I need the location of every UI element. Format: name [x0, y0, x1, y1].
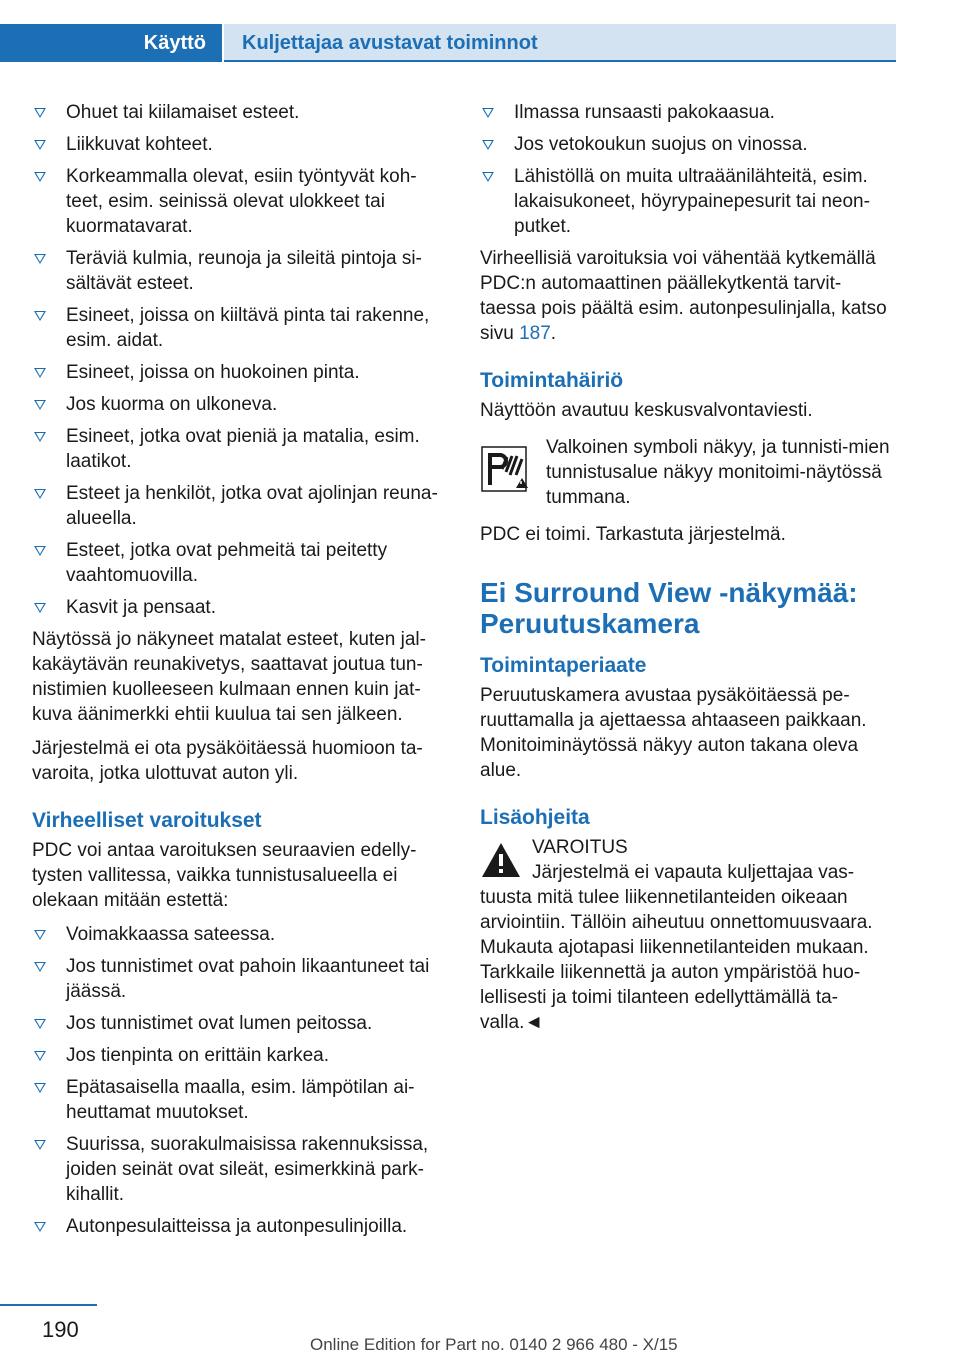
paragraph: Näyttöön avautuu keskusvalvontaviesti.: [480, 400, 813, 421]
pdc-symbol-icon: [480, 435, 546, 510]
triangle-bullet-icon: [34, 1222, 46, 1232]
triangle-bullet-icon: [34, 432, 46, 442]
list-item: Jos vetokoukun suojus on vinossa.: [480, 132, 896, 157]
heading-more-info: Lisäohjeita: [480, 806, 590, 829]
obstacle-list: [32, 100, 446, 620]
triangle-bullet-icon: [34, 1051, 46, 1061]
page-number: 190: [42, 1317, 79, 1342]
list-item: Esineet, jotka ovat pieniä ja matalia, esim. laatikot.: [32, 424, 446, 474]
edition-note: Online Edition for Part no. 0140 2 966 480 - X/15: [310, 1335, 678, 1354]
header-section-label: Käyttö: [143, 31, 206, 54]
triangle-bullet-icon: [34, 489, 46, 499]
warning-text: tuusta mitä tulee liikennetilanteiden oikeaan arviointiin. Tällöin aiheutuu onnettomuusvaara. Mukauta ajotapasi liikennetilanteiden mukaan. Tarkkaile liikennettä ja auton ympäristöä huo‐lellisesti ja toimi tilanteen edellyttämällä ta‐valla.◄: [480, 887, 873, 1033]
triangle-bullet-icon: [34, 930, 46, 940]
triangle-bullet-icon: [34, 1140, 46, 1150]
list-item: Esineet, joissa on kiiltävä pinta tai rakenne, esim. aidat.: [32, 303, 446, 353]
false-warning-list-cont: [480, 100, 896, 239]
list-item: Esteet ja henkilöt, jotka ovat ajolinjan reuna-alueella.: [32, 481, 446, 531]
list-item: Liikkuvat kohteet.: [32, 132, 446, 157]
list-item: Ilmassa runsaasti pakokaasua.: [480, 100, 896, 125]
heading-principle: Toimintaperiaate: [480, 654, 647, 677]
list-item: Epätasaisella maalla, esim. lämpötilan ai‐heuttamat muutokset.: [32, 1075, 446, 1125]
list-item: Kasvit ja pensaat.: [32, 595, 446, 620]
triangle-bullet-icon: [34, 1019, 46, 1029]
paragraph: Järjestelmä ei ota pysäköitäessä huomioon ta‐varoita, jotka ulottuvat auton yli.: [32, 738, 423, 784]
list-item: Jos tunnistimet ovat lumen peitossa.: [32, 1011, 446, 1036]
heading-false-warnings: Virheelliset varoitukset: [32, 809, 262, 832]
triangle-bullet-icon: [34, 368, 46, 378]
symbol-explanation: [480, 435, 896, 510]
warning-header-text: VAROITUS Järjestelmä ei vapauta kuljettajaa vas‐: [532, 837, 855, 883]
section-title: Ei Surround View -näkymää: Peruutuskamera: [480, 577, 858, 639]
list-item: Jos tunnistimet ovat pahoin likaantuneet tai jäässä.: [32, 954, 446, 1004]
page-link[interactable]: 187: [519, 323, 551, 344]
list-item: Jos tienpinta on erittäin karkea.: [32, 1043, 446, 1068]
symbol-description: Valkoinen symboli näkyy, ja tunnisti‐mien tunnistusalue näkyy monitoimi‐näytössä tummana.: [546, 437, 890, 508]
right-column: [480, 100, 896, 1044]
header-section-tab: [0, 24, 222, 62]
triangle-bullet-icon: [34, 546, 46, 556]
paragraph: Näytössä jo näkyneet matalat esteet, kuten jal‐kakäytävän reunakivetys, saattavat joutua tun‐nistimien kuolleeseen kulmaan ennen kuin jat‐kuva äänimerkki ehtii kuulua tai sen jälkeen.: [32, 629, 426, 725]
list-item: Lähistöllä on muita ultraäänilähteitä, esim. lakaisukoneet, höyrypainepesurit tai neon‐putket.: [480, 164, 896, 239]
list-item: Esineet, joissa on huokoinen pinta.: [32, 360, 446, 385]
list-item: Ohuet tai kiilamaiset esteet.: [32, 100, 446, 125]
triangle-bullet-icon: [34, 962, 46, 972]
triangle-bullet-icon: [34, 140, 46, 150]
triangle-bullet-icon: [34, 603, 46, 613]
list-item: Suurissa, suorakulmaisissa rakennuksissa, joiden seinät ovat sileät, esimerkkinä park‐kihallit.: [32, 1132, 446, 1207]
triangle-bullet-icon: [34, 1083, 46, 1093]
list-item: Teräviä kulmia, reunoja ja sileitä pintoja si‐sältävät esteet.: [32, 246, 446, 296]
paragraph: Virheellisiä varoituksia voi vähentää kytkemällä PDC:n automaattinen päällekytkentä tarvit‐taessa pois päältä esim. autonpesulinjalla, katso sivu 187.: [480, 248, 887, 344]
header-chapter-label: Kuljettajaa avustavat toiminnot: [242, 31, 538, 54]
list-item: Korkeammalla olevat, esiin työntyvät koh‐teet, esim. seinissä olevat ulokkeet tai kuormatavarat.: [32, 164, 446, 239]
paragraph: PDC ei toimi. Tarkastuta järjestelmä.: [480, 524, 786, 545]
heading-malfunction: Toimintahäiriö: [480, 369, 624, 392]
triangle-bullet-icon: [482, 108, 494, 118]
triangle-bullet-icon: [482, 172, 494, 182]
list-item: Jos kuorma on ulkoneva.: [32, 392, 446, 417]
footer-rule: [0, 1304, 97, 1306]
warning-block: [480, 835, 896, 885]
header-rule: [224, 60, 896, 62]
triangle-bullet-icon: [34, 108, 46, 118]
triangle-bullet-icon: [34, 400, 46, 410]
paragraph: PDC voi antaa varoituksen seuraavien edelly‐tysten vallitessa, vaikka tunnistusalueella ei olekaan mitään estettä:: [32, 840, 417, 911]
paragraph: Peruutuskamera avustaa pysäköitäessä pe‐ruuttamalla ja ajettaessa ahtaaseen paikkaan. Monitoiminäytössä näkyy auton takana oleva alue.: [480, 685, 867, 781]
triangle-bullet-icon: [34, 172, 46, 182]
triangle-bullet-icon: [34, 311, 46, 321]
left-column: [32, 100, 446, 1246]
triangle-bullet-icon: [34, 254, 46, 264]
triangle-bullet-icon: [482, 140, 494, 150]
list-item: Esteet, jotka ovat pehmeitä tai peitetty vaahtomuovilla.: [32, 538, 446, 588]
header-chapter-tab: [224, 24, 896, 62]
warning-triangle-icon: [480, 835, 532, 885]
list-item: Autonpesulaitteissa ja autonpesulinjoilla.: [32, 1214, 446, 1239]
false-warning-list: [32, 922, 446, 1239]
list-item: Voimakkaassa sateessa.: [32, 922, 446, 947]
